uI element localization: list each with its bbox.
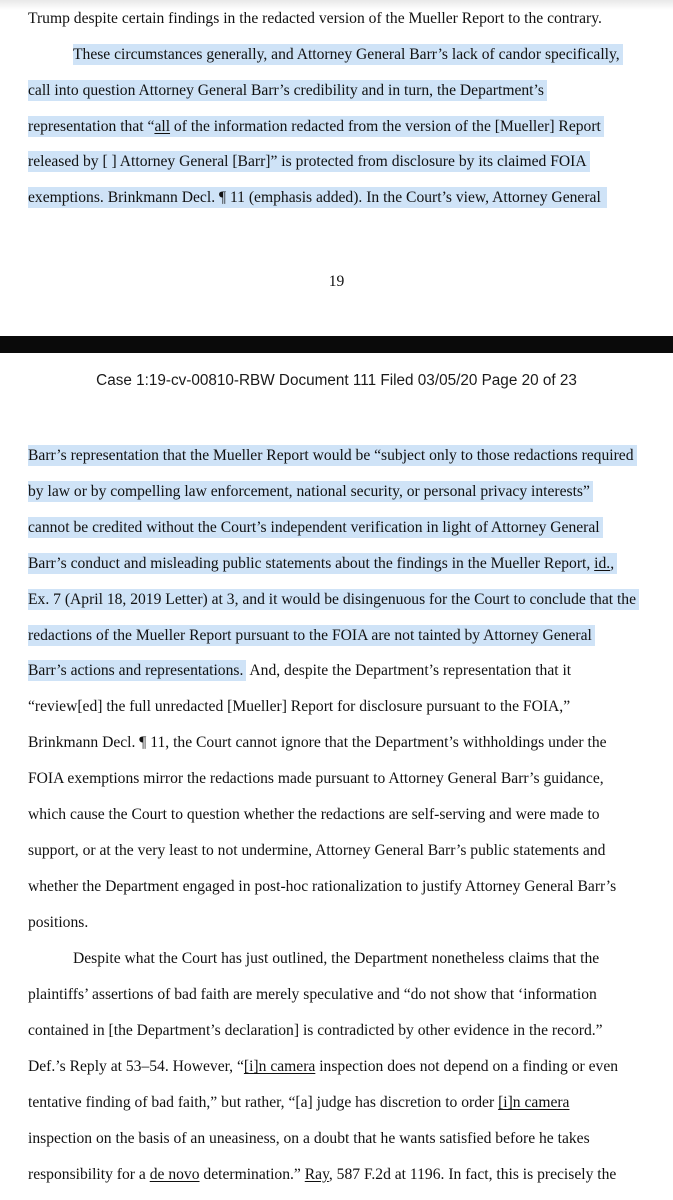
- body-text-line: Barr’s actions and representations. And, despite the Department’s representation that it: [28, 662, 572, 679]
- body-text-line: Trump despite certain findings in the redacted version of the Mueller Report to the contrary.: [28, 10, 602, 27]
- body-text-line: [28, 548, 617, 580]
- body-text-line: [28, 620, 595, 652]
- highlighted-text: call into question Attorney General Barr’s credibility and in turn, the Department’s: [28, 80, 547, 101]
- body-text-line: support, or at the very least to not undermine, Attorney General Barr’s public statements and: [28, 842, 606, 859]
- page-divider: [0, 336, 673, 353]
- legal-term-underline: [i]n camera: [498, 1094, 570, 1111]
- highlighted-text: released by [ ] Attorney General [Barr]” is protected from disclosure by its claimed FOIA: [28, 151, 590, 172]
- body-text-line: Despite what the Court has just outlined, the Department nonetheless claims that the: [73, 950, 600, 967]
- page-number: 19: [328, 273, 345, 290]
- highlighted-text: representation that “all of the information redacted from the version of the [Mueller] Report: [28, 116, 604, 137]
- highlighted-text: redactions of the Mueller Report pursuant to the FOIA are not tainted by Attorney General: [28, 625, 595, 646]
- case-header: Case 1:19-cv-00810-RBW Document 111 Filed 03/05/20 Page 20 of 23: [96, 372, 577, 389]
- highlighted-text: Barr’s actions and representations.: [28, 660, 246, 681]
- body-text-line: responsibility for a de novo determination.” Ray, 587 F.2d at 1196. In fact, this is precisely the: [28, 1166, 617, 1183]
- emphasis-underline: all: [154, 118, 171, 135]
- highlighted-text: Barr’s conduct and misleading public statements about the findings in the Mueller Report, id.,: [28, 553, 617, 574]
- body-text-line: [28, 476, 593, 508]
- citation-id: id.: [594, 555, 611, 572]
- highlighted-text: These circumstances generally, and Attorney General Barr’s lack of candor specifically,: [73, 44, 623, 65]
- highlighted-text: Ex. 7 (April 18, 2019 Letter) at 3, and it would be disingenuous for the Court to conclude that the: [28, 589, 639, 610]
- body-text-line: tentative finding of bad faith,” but rather, “[a] judge has discretion to order [i]n camera: [28, 1094, 570, 1111]
- body-text-line: positions.: [28, 914, 89, 931]
- body-text-line: Def.’s Reply at 53–54. However, “[i]n camera inspection does not depend on a finding or even: [28, 1058, 619, 1075]
- body-text-line: [73, 39, 623, 71]
- body-text-line: [28, 440, 637, 472]
- body-text-line: [28, 146, 590, 178]
- highlighted-text: exemptions. Brinkmann Decl. ¶ 11 (emphasis added). In the Court’s view, Attorney General: [28, 187, 607, 208]
- legal-term-underline: de novo: [149, 1166, 200, 1183]
- body-text-line: which cause the Court to question whether the redactions are self-serving and were made to: [28, 806, 600, 823]
- body-text-line: “review[ed] the full unredacted [Mueller] Report for disclosure pursuant to the FOIA,”: [28, 698, 571, 715]
- body-text-line: whether the Department engaged in post-hoc rationalization to justify Attorney General Barr’s: [28, 878, 617, 895]
- body-text-line: inspection on the basis of an uneasiness, on a doubt that he wants satisfied before he takes: [28, 1130, 590, 1147]
- body-text-line: [28, 512, 603, 544]
- body-text-line: Brinkmann Decl. ¶ 11, the Court cannot ignore that the Department’s withholdings under the: [28, 734, 607, 751]
- body-text-line: FOIA exemptions mirror the redactions made pursuant to Attorney General Barr’s guidance,: [28, 770, 604, 787]
- case-citation: Ray: [304, 1166, 329, 1183]
- body-text-line: contained in [the Department’s declaration] is contradicted by other evidence in the record.”: [28, 1022, 603, 1039]
- highlighted-text: Barr’s representation that the Mueller Report would be “subject only to those redactions required: [28, 445, 637, 466]
- body-text-line: [28, 75, 547, 107]
- highlighted-text: cannot be credited without the Court’s independent verification in light of Attorney General: [28, 517, 603, 538]
- highlighted-text: by law or by compelling law enforcement, national security, or personal privacy interests”: [28, 481, 593, 502]
- legal-term-underline: [i]n camera: [243, 1058, 316, 1075]
- body-text-line: [28, 182, 607, 214]
- body-text-line: [28, 584, 639, 616]
- body-text-line: [28, 111, 604, 143]
- body-text-line: plaintiffs’ assertions of bad faith are merely speculative and “do not show that ‘information: [28, 986, 597, 1003]
